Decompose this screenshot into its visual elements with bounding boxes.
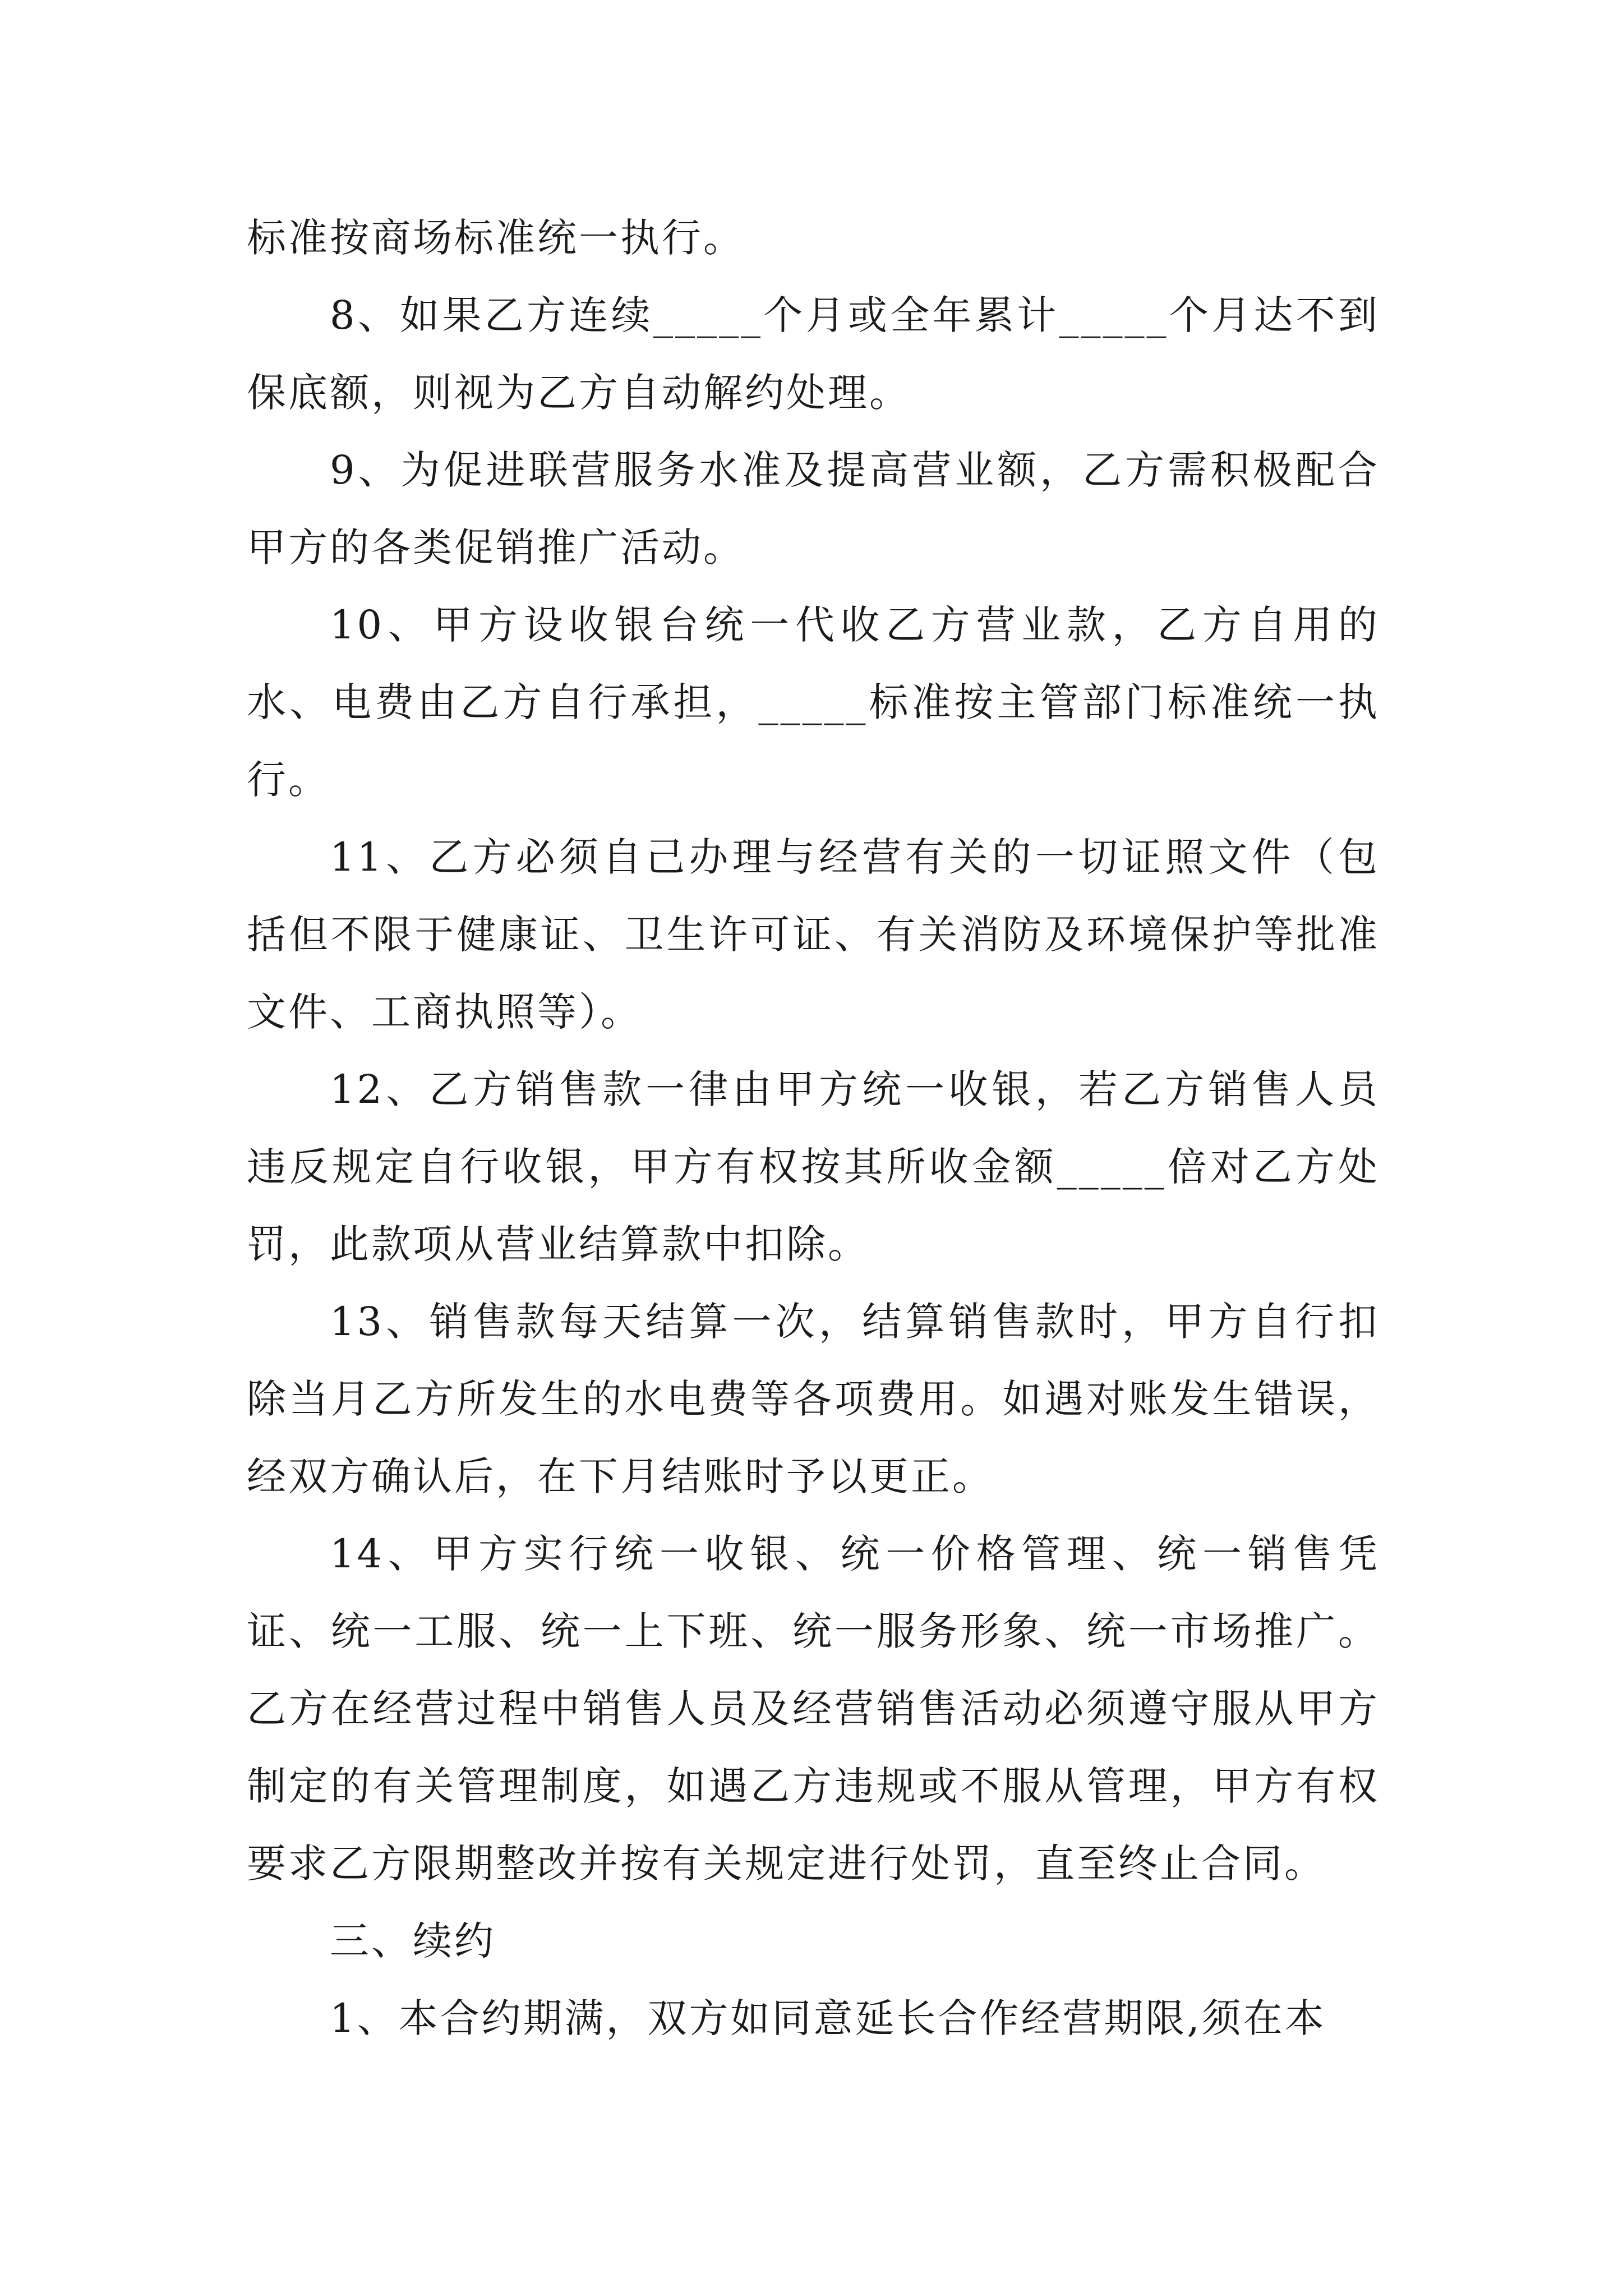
clause-12: 12、乙方销售款一律由甲方统一收银，若乙方销售人员违反规定自行收银，甲方有权按其所收金额_____倍对乙方处罚，此款项从营业结算款中扣除。 (247, 1066, 1380, 1267)
section-heading-renewal: 三、续约 (330, 1918, 496, 1964)
clause-13: 13、销售款每天结算一次，结算销售款时，甲方自行扣除当月乙方所发生的水电费等各项费用。如遇对账发生错误，经双方确认后，在下月结账时予以更正。 (247, 1299, 1380, 1499)
clause-14: 14、甲方实行统一收银、统一价格管理、统一销售凭证、统一工服、统一上下班、统一服务形象、统一市场推广。乙方在经营过程中销售人员及经营销售活动必须遵守服从甲方制定的有关管理制度，如遇乙方违规或不服从管理，甲方有权要求乙方限期整改并按有关规定进行处罚，直至终止合同。 (247, 1531, 1380, 1887)
clause-8: 8、如果乙方连续_____个月或全年累计_____个月达不到保底额，则视为乙方自动解约处理。 (247, 292, 1380, 416)
paragraph-continuation: 标准按商场标准统一执行。 (247, 215, 745, 261)
document-body (247, 199, 1380, 2057)
clause-9: 9、为促进联营服务水准及提高营业额，乙方需积极配合甲方的各类促销推广活动。 (247, 447, 1380, 570)
clause-10: 10、甲方设收银台统一代收乙方营业款，乙方自用的水、电费由乙方自行承担，_____标准按主管部门标准统一执行。 (247, 602, 1380, 803)
clause-11: 11、乙方必须自己办理与经营有关的一切证照文件（包括但不限于健康证、卫生许可证、有关消防及环境保护等批准文件、工商执照等）。 (247, 834, 1380, 1035)
renewal-clause-1: 1、本合约期满，双方如同意延长合作经营期限,须在本 (330, 1995, 1326, 2041)
